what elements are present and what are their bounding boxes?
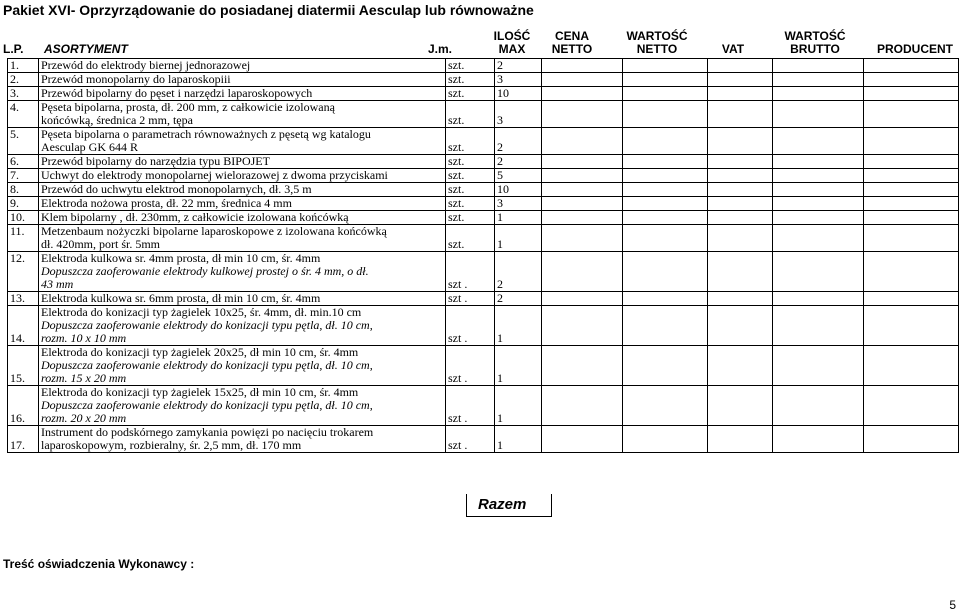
row-qty (495, 87, 542, 101)
row-empty-cell (542, 73, 623, 87)
row-empty-cell (623, 87, 708, 101)
row-empty-cell (773, 169, 864, 183)
row-unit (446, 211, 495, 225)
qty-value: 3 (497, 196, 503, 210)
row-empty-cell (623, 197, 708, 211)
unit-value: szt . (448, 371, 468, 385)
row-lp (8, 292, 39, 306)
description-line: Przewód monopolarny do laparoskopiii (41, 72, 231, 86)
description-line: Elektroda kulkowa sr. 6mm prosta, dł min 10 cm, śr. 4mm (41, 291, 321, 305)
unit-value: szt. (448, 196, 465, 210)
row-unit (446, 346, 495, 386)
row-lp (8, 155, 39, 169)
row-number: 3. (10, 86, 19, 100)
description-line: Klem bipolarny , dł. 230mm, z całkowicie izolowana końcówką (41, 210, 349, 224)
row-unit (446, 101, 495, 128)
unit-value: szt . (448, 331, 468, 345)
row-empty-cell (708, 306, 773, 346)
row-empty-cell (773, 386, 864, 426)
row-unit (446, 169, 495, 183)
row-empty-cell (623, 73, 708, 87)
row-qty (495, 197, 542, 211)
row-empty-cell (542, 169, 623, 183)
header-net-price (544, 30, 600, 56)
row-lp (8, 128, 39, 155)
row-description (39, 426, 446, 453)
row-empty-cell (864, 169, 959, 183)
row-unit (446, 128, 495, 155)
table-row (8, 87, 959, 101)
row-empty-cell (623, 426, 708, 453)
row-empty-cell (708, 252, 773, 292)
row-number: 13. (10, 291, 25, 305)
row-unit (446, 183, 495, 197)
header-lp: L.P. (3, 42, 24, 56)
row-empty-cell (623, 292, 708, 306)
description-line: Metzenbaum nożyczki bipolarne laparoskopowe z izolowana końcówką (41, 224, 387, 238)
description-line: Elektroda do konizacji typ żagielek 15x25, dł min 10 cm, śr. 4mm (41, 385, 359, 399)
row-empty-cell (542, 59, 623, 73)
row-unit (446, 386, 495, 426)
row-empty-cell (542, 211, 623, 225)
header-assortment: ASORTYMENT (44, 42, 128, 56)
row-qty (495, 59, 542, 73)
header-net-price-line2: NETTO (551, 42, 593, 56)
row-empty-cell (542, 101, 623, 128)
row-empty-cell (708, 211, 773, 225)
description-alt-line: rozm. 10 x 10 mm (41, 331, 127, 345)
row-qty (495, 73, 542, 87)
row-number: 12. (10, 251, 25, 265)
row-empty-cell (864, 73, 959, 87)
row-empty-cell (542, 426, 623, 453)
row-empty-cell (773, 87, 864, 101)
row-empty-cell (542, 128, 623, 155)
row-lp (8, 183, 39, 197)
qty-value: 1 (497, 438, 503, 452)
row-number: 8. (10, 182, 19, 196)
row-empty-cell (773, 252, 864, 292)
row-description (39, 73, 446, 87)
unit-value: szt . (448, 411, 468, 425)
row-empty-cell (773, 73, 864, 87)
row-lp (8, 197, 39, 211)
row-empty-cell (773, 59, 864, 73)
unit-value: szt. (448, 140, 465, 154)
row-number: 1. (10, 58, 19, 72)
row-empty-cell (708, 169, 773, 183)
header-gross-value-line1: WARTOŚĆ (784, 29, 846, 43)
row-description (39, 169, 446, 183)
row-lp (8, 211, 39, 225)
row-description (39, 386, 446, 426)
header-net-price-line1: CENA (554, 29, 589, 43)
row-qty (495, 292, 542, 306)
row-lp (8, 426, 39, 453)
row-empty-cell (623, 155, 708, 169)
row-empty-cell (623, 225, 708, 252)
description-alt-line: Dopuszcza zaoferowanie elektrody kulkowej prostej o śr. 4 mm, o dł. (41, 264, 369, 278)
description-line: Przewód bipolarny do narzędzia typu BIPOJET (41, 154, 270, 168)
row-empty-cell (864, 306, 959, 346)
row-empty-cell (864, 87, 959, 101)
row-empty-cell (708, 155, 773, 169)
row-unit (446, 292, 495, 306)
row-description (39, 306, 446, 346)
header-net-value (622, 30, 692, 56)
qty-value: 3 (497, 72, 503, 86)
row-empty-cell (773, 306, 864, 346)
row-description (39, 101, 446, 128)
unit-value: szt. (448, 237, 465, 251)
row-lp (8, 87, 39, 101)
assortment-table (7, 58, 959, 453)
description-line: Pęseta bipolarna o parametrach równoważnych z pęsetą wg katalogu (41, 127, 371, 141)
unit-value: szt. (448, 182, 465, 196)
qty-value: 1 (497, 331, 503, 345)
row-empty-cell (864, 183, 959, 197)
row-description (39, 225, 446, 252)
description-alt-line: Dopuszcza zaoferowanie elektrody do konizacji typu pętla, dł. 10 cm, (41, 398, 373, 412)
row-unit (446, 87, 495, 101)
row-empty-cell (864, 225, 959, 252)
unit-value: szt. (448, 168, 465, 182)
row-empty-cell (773, 101, 864, 128)
qty-value: 2 (497, 140, 503, 154)
row-lp (8, 59, 39, 73)
row-description (39, 59, 446, 73)
row-empty-cell (542, 87, 623, 101)
unit-value: szt. (448, 210, 465, 224)
row-empty-cell (864, 346, 959, 386)
row-empty-cell (708, 59, 773, 73)
row-number: 10. (10, 210, 25, 224)
row-empty-cell (542, 183, 623, 197)
description-line: laparoskopowym, rozbieralny, śr. 2,5 mm, dł. 170 mm (41, 438, 302, 452)
table-row (8, 197, 959, 211)
table-row (8, 225, 959, 252)
table-row (8, 101, 959, 128)
header-qty-line2: MAX (498, 42, 526, 56)
row-number: 2. (10, 72, 19, 86)
header-qty (490, 30, 534, 56)
row-empty-cell (542, 306, 623, 346)
description-line: Elektroda nożowa prosta, dł. 22 mm, średnica 4 mm (41, 196, 292, 210)
row-description (39, 87, 446, 101)
row-empty-cell (864, 386, 959, 426)
row-empty-cell (623, 128, 708, 155)
row-empty-cell (864, 155, 959, 169)
row-empty-cell (708, 426, 773, 453)
row-qty (495, 346, 542, 386)
row-description (39, 211, 446, 225)
row-description (39, 292, 446, 306)
unit-value: szt . (448, 291, 468, 305)
table-row (8, 252, 959, 292)
row-qty (495, 252, 542, 292)
row-unit (446, 252, 495, 292)
row-empty-cell (708, 386, 773, 426)
description-alt-line: 43 mm (41, 277, 74, 291)
header-net-value-line1: WARTOŚĆ (626, 29, 688, 43)
row-description (39, 197, 446, 211)
qty-value: 10 (497, 86, 509, 100)
table-row (8, 183, 959, 197)
row-empty-cell (773, 225, 864, 252)
row-empty-cell (708, 197, 773, 211)
table-row (8, 128, 959, 155)
row-empty-cell (773, 292, 864, 306)
qty-value: 2 (497, 154, 503, 168)
row-empty-cell (708, 73, 773, 87)
row-lp (8, 306, 39, 346)
header-qty-line1: ILOŚĆ (493, 29, 531, 43)
row-qty (495, 155, 542, 169)
row-number: 17. (10, 438, 25, 452)
row-lp (8, 386, 39, 426)
row-empty-cell (542, 292, 623, 306)
header-vat: VAT (721, 42, 745, 56)
description-line: dł. 420mm, port śr. 5mm (41, 237, 161, 251)
description-line: Uchwyt do elektrody monopolarnej wielorazowej z dwoma przyciskami (41, 168, 388, 182)
row-empty-cell (864, 128, 959, 155)
row-unit (446, 306, 495, 346)
row-empty-cell (542, 252, 623, 292)
qty-value: 1 (497, 210, 503, 224)
row-empty-cell (623, 306, 708, 346)
row-empty-cell (623, 386, 708, 426)
description-alt-line: rozm. 20 x 20 mm (41, 411, 127, 425)
qty-value: 2 (497, 277, 503, 291)
row-number: 11. (10, 224, 25, 238)
row-empty-cell (623, 346, 708, 386)
description-line: Elektroda kulkowa sr. 4mm prosta, dł min 10 cm, śr. 4mm (41, 251, 321, 265)
description-line: Przewód do elektrody biernej jednorazowej (41, 58, 251, 72)
row-description (39, 183, 446, 197)
row-empty-cell (864, 59, 959, 73)
row-empty-cell (623, 211, 708, 225)
row-empty-cell (708, 225, 773, 252)
row-number: 5. (10, 127, 19, 141)
row-empty-cell (864, 426, 959, 453)
row-empty-cell (773, 128, 864, 155)
row-description (39, 155, 446, 169)
row-empty-cell (542, 225, 623, 252)
row-description (39, 346, 446, 386)
table-row (8, 59, 959, 73)
page-title: Pakiet XVI- Oprzyrządowanie do posiadanej diatermii Aesculap lub równoważne (3, 2, 534, 18)
row-number: 14. (10, 331, 25, 345)
row-empty-cell (623, 101, 708, 128)
row-number: 16. (10, 411, 25, 425)
row-qty (495, 211, 542, 225)
row-empty-cell (708, 183, 773, 197)
row-unit (446, 155, 495, 169)
row-empty-cell (773, 211, 864, 225)
row-qty (495, 225, 542, 252)
qty-value: 2 (497, 58, 503, 72)
row-lp (8, 73, 39, 87)
row-unit (446, 59, 495, 73)
row-number: 15. (10, 371, 25, 385)
unit-value: szt. (448, 58, 465, 72)
header-net-value-line2: NETTO (636, 42, 678, 56)
table-row (8, 73, 959, 87)
description-line: Przewód bipolarny do pęset i narzędzi laparoskopowych (41, 86, 313, 100)
row-unit (446, 426, 495, 453)
row-unit (446, 73, 495, 87)
row-empty-cell (864, 211, 959, 225)
unit-value: szt . (448, 438, 468, 452)
row-empty-cell (864, 197, 959, 211)
header-producer: PRODUCENT (876, 42, 953, 56)
table-row (8, 346, 959, 386)
table-row (8, 426, 959, 453)
row-qty (495, 426, 542, 453)
qty-value: 5 (497, 168, 503, 182)
row-qty (495, 183, 542, 197)
row-empty-cell (773, 155, 864, 169)
row-unit (446, 197, 495, 211)
row-lp (8, 252, 39, 292)
row-number: 4. (10, 100, 19, 114)
table-row (8, 211, 959, 225)
unit-value: szt. (448, 72, 465, 86)
row-empty-cell (708, 128, 773, 155)
row-empty-cell (542, 197, 623, 211)
row-empty-cell (542, 386, 623, 426)
total-label: Razem (478, 496, 527, 513)
row-empty-cell (708, 346, 773, 386)
table-body (8, 59, 959, 453)
row-empty-cell (864, 101, 959, 128)
statement-label: Treść oświadczenia Wykonawcy : (3, 557, 195, 571)
row-lp (8, 169, 39, 183)
table-row (8, 292, 959, 306)
qty-value: 10 (497, 182, 509, 196)
row-empty-cell (708, 292, 773, 306)
row-qty (495, 386, 542, 426)
row-empty-cell (708, 101, 773, 128)
description-line: Elektroda do konizacji typ żagielek 10x25, śr. 4mm, dł. min.10 cm (41, 305, 362, 319)
row-number: 7. (10, 168, 19, 182)
header-gross-value (780, 30, 850, 56)
row-lp (8, 225, 39, 252)
description-line: końcówką, średnica 2 mm, tępa (41, 113, 193, 127)
row-unit (446, 225, 495, 252)
row-number: 6. (10, 154, 19, 168)
row-empty-cell (623, 252, 708, 292)
row-empty-cell (542, 346, 623, 386)
unit-value: szt. (448, 86, 465, 100)
row-empty-cell (623, 169, 708, 183)
row-empty-cell (864, 292, 959, 306)
description-line: Przewód do uchwytu elektrod monopolarnych, dł. 3,5 m (41, 182, 312, 196)
table-row (8, 386, 959, 426)
row-empty-cell (623, 183, 708, 197)
row-empty-cell (623, 59, 708, 73)
page-number: 5 (949, 598, 956, 612)
qty-value: 3 (497, 113, 503, 127)
table-row (8, 306, 959, 346)
table-row (8, 169, 959, 183)
row-lp (8, 346, 39, 386)
description-line: Instrument do podskórnego zamykania powięzi po nacięciu trokarem (41, 425, 374, 439)
row-empty-cell (708, 87, 773, 101)
description-alt-line: Dopuszcza zaoferowanie elektrody do konizacji typu pętla, dł. 10 cm, (41, 358, 373, 372)
row-empty-cell (773, 426, 864, 453)
row-qty (495, 101, 542, 128)
row-empty-cell (773, 346, 864, 386)
header-unit: J.m. (428, 42, 453, 56)
unit-value: szt. (448, 113, 465, 127)
row-number: 9. (10, 196, 19, 210)
description-line: Aesculap GK 644 R (41, 140, 138, 154)
description-line: Elektroda do konizacji typ żagielek 20x25, dł min 10 cm, śr. 4mm (41, 345, 359, 359)
qty-value: 1 (497, 411, 503, 425)
row-description (39, 252, 446, 292)
row-qty (495, 128, 542, 155)
header-gross-value-line2: BRUTTO (790, 42, 840, 56)
row-lp (8, 101, 39, 128)
row-description (39, 128, 446, 155)
row-empty-cell (542, 155, 623, 169)
unit-value: szt. (448, 154, 465, 168)
description-alt-line: rozm. 15 x 20 mm (41, 371, 127, 385)
row-qty (495, 169, 542, 183)
table-row (8, 155, 959, 169)
description-alt-line: Dopuszcza zaoferowanie elektrody do konizacji typu pętla, dł. 10 cm, (41, 318, 373, 332)
row-qty (495, 306, 542, 346)
row-empty-cell (864, 252, 959, 292)
qty-value: 1 (497, 371, 503, 385)
unit-value: szt . (448, 277, 468, 291)
row-empty-cell (773, 197, 864, 211)
description-line: Pęseta bipolarna, prosta, dł. 200 mm, z całkowicie izolowaną (41, 100, 335, 114)
row-empty-cell (773, 183, 864, 197)
qty-value: 2 (497, 291, 503, 305)
qty-value: 1 (497, 237, 503, 251)
